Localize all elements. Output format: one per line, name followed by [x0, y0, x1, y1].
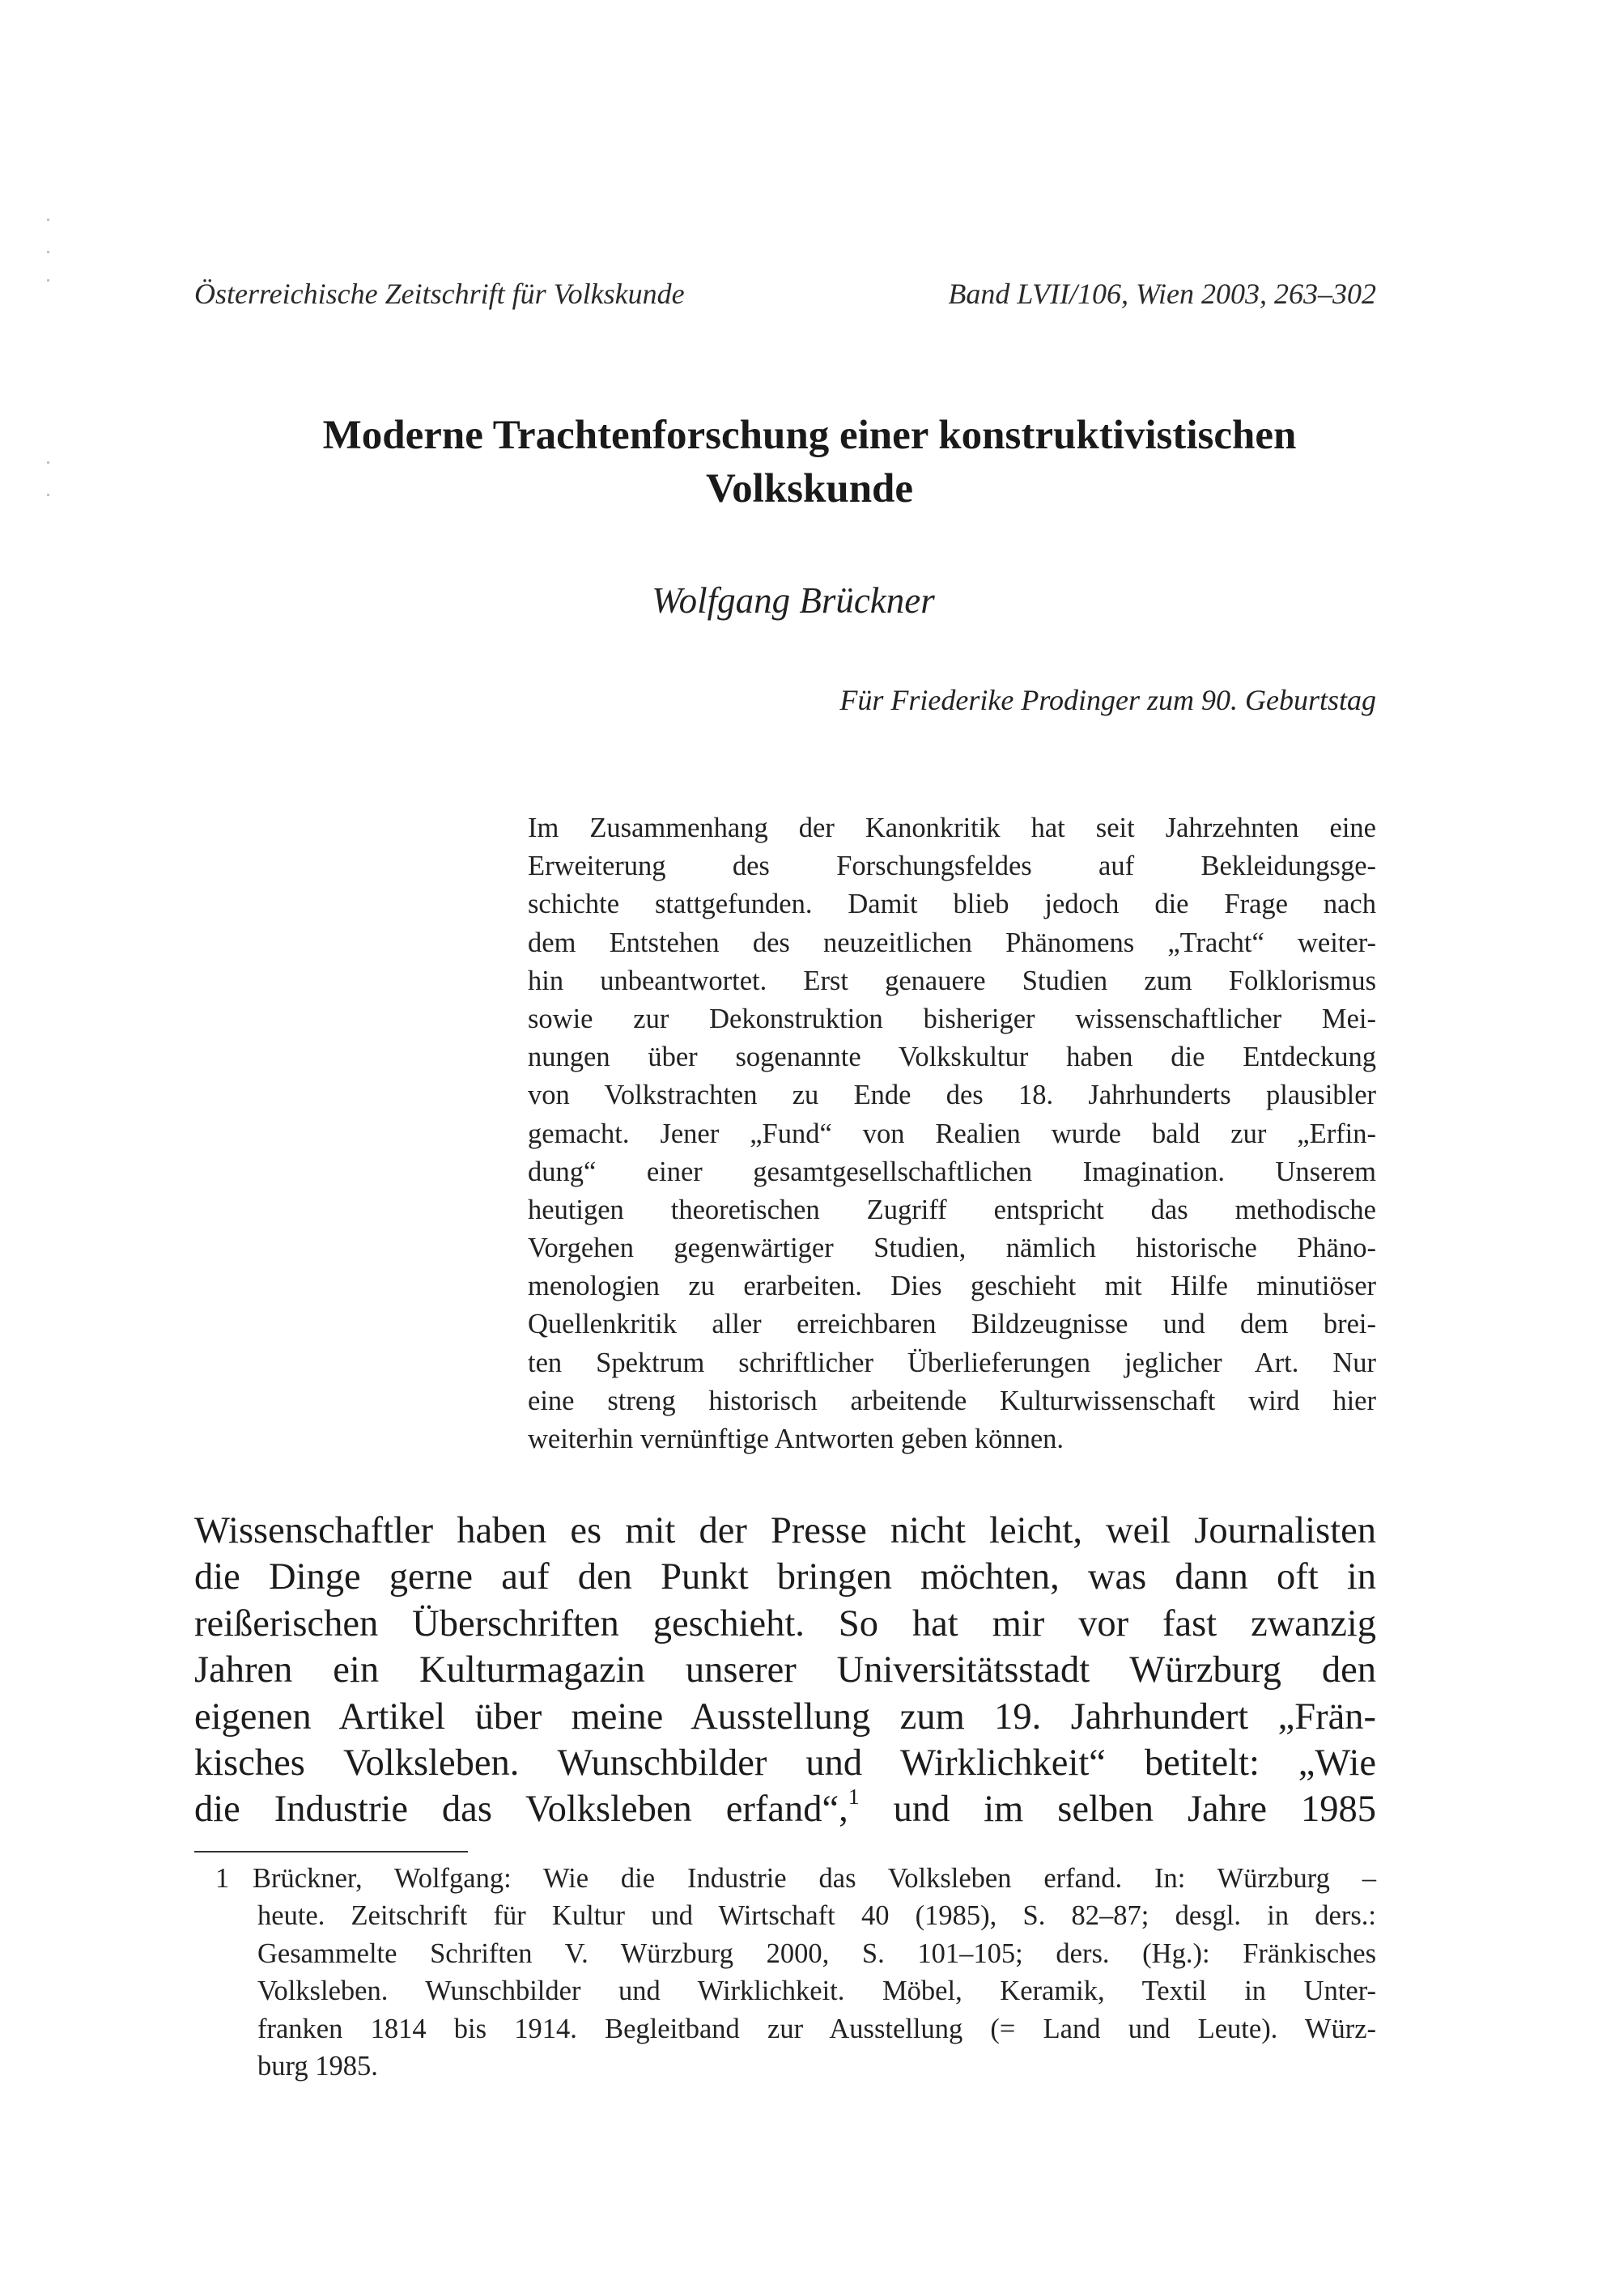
- abstract-line: eine streng historisch arbeitende Kulturwissenschaft wird hier: [528, 1385, 1376, 1416]
- abstract-line: menologien zu erarbeiten. Dies geschieht mit Hilfe minutiöser: [528, 1271, 1376, 1302]
- abstract-line: Vorgehen gegenwärtiger Studien, nämlich historische Phäno-: [528, 1233, 1376, 1264]
- article-title-line-2: Volkskunde: [705, 466, 914, 511]
- article-title: [162, 409, 1457, 516]
- footnote-line: Volksleben. Wunschbilder und Wirklichkeit. Möbel, Keramik, Textil in Unter-: [257, 1976, 1376, 2007]
- abstract-line: gemacht. Jener „Fund“ von Realien wurde bald zur „Erfin-: [528, 1118, 1376, 1149]
- footnote-line: heute. Zeitschrift für Kultur und Wirtschaft 40 (1985), S. 82–87; desgl. in ders.:: [257, 1900, 1376, 1932]
- abstract-line: von Volkstrachten zu Ende des 18. Jahrhunderts plausibler: [528, 1080, 1376, 1111]
- footnote-line: Brückner, Wolfgang: Wie die Industrie das Volksleben erfand. In: Würzburg –: [253, 1863, 1376, 1894]
- abstract-line: Quellenkritik aller erreichbaren Bildzeugnisse und dem brei-: [528, 1309, 1376, 1340]
- abstract-line: nungen über sogenannte Volkskultur haben die Entdeckung: [528, 1042, 1376, 1073]
- abstract-line: Erweiterung des Forschungsfeldes auf Bekleidungsge-: [528, 851, 1376, 882]
- body-line: die Dinge gerne auf den Punkt bringen möchten, was dann oft in: [194, 1556, 1376, 1598]
- abstract-line: schichte stattgefunden. Damit blieb jedoch die Frage nach: [528, 889, 1376, 920]
- abstract-line: Im Zusammenhang der Kanonkritik hat seit Jahrzehnten eine: [528, 813, 1376, 843]
- abstract-line: sowie zur Dekonstruktion bisheriger wissenschaftlicher Mei-: [528, 1003, 1376, 1034]
- article-title-line-1: Moderne Trachtenforschung einer konstruktivistischen: [322, 413, 1297, 458]
- scan-margin-marks: [47, 219, 50, 526]
- footnote-reference[interactable]: 1: [848, 1785, 860, 1810]
- abstract: [528, 809, 1376, 1458]
- body-line-text: die Industrie das Volksleben erfand“,: [194, 1789, 848, 1831]
- footnote: [194, 1860, 1376, 2085]
- abstract-line: ten Spektrum schriftlicher Überlieferungen jeglicher Art. Nur: [528, 1347, 1376, 1378]
- abstract-line: dem Entstehen des neuzeitlichen Phänomens „Tracht“ weiter-: [528, 927, 1376, 958]
- body-line-text: und im selben Jahre 1985: [859, 1789, 1376, 1831]
- footnote-number: 1: [215, 1863, 230, 1894]
- running-head: [194, 274, 1376, 314]
- body-line-with-footnote: [194, 1786, 1376, 1832]
- body-text: [194, 1508, 1376, 1833]
- abstract-line: hin unbeantwortet. Erst genauere Studien zum Folklorismus: [528, 965, 1376, 996]
- footnote-line: burg 1985.: [257, 2050, 378, 2082]
- journal-name: Österreichische Zeitschrift für Volkskunde: [194, 278, 685, 310]
- abstract-line: dung“ einer gesamtgesellschaftlichen Imagination. Unserem: [528, 1156, 1376, 1187]
- volume-info: Band LVII/106, Wien 2003, 263–302: [948, 278, 1376, 310]
- abstract-line: heutigen theoretischen Zugriff entspricht das methodische: [528, 1194, 1376, 1225]
- footnote-text: [253, 1860, 1376, 2085]
- footnote-divider: [194, 1851, 468, 1853]
- body-line: Wissenschaftler haben es mit der Presse nicht leicht, weil Journalisten: [194, 1510, 1376, 1551]
- dedication: Für Friederike Prodinger zum 90. Geburtstag: [839, 684, 1376, 716]
- footnote-line: Gesammelte Schriften V. Würzburg 2000, S. 101–105; ders. (Hg.): Fränkisches: [257, 1937, 1376, 1969]
- body-line: reißerischen Überschriften geschieht. So hat mir vor fast zwanzig: [194, 1602, 1376, 1645]
- author-name: Wolfgang Brückner: [652, 580, 935, 621]
- footnotes: [194, 1860, 1376, 2085]
- body-line: eigenen Artikel über meine Ausstellung zum 19. Jahrhundert „Frän-: [194, 1695, 1376, 1738]
- body-line: kisches Volksleben. Wunschbilder und Wirklichkeit“ betitelt: „Wie: [194, 1742, 1376, 1784]
- abstract-line: weiterhin vernünftige Antworten geben können.: [528, 1424, 1064, 1454]
- body-line: Jahren ein Kulturmagazin unserer Universitätsstadt Würzburg den: [194, 1649, 1376, 1691]
- footnote-line: franken 1814 bis 1914. Begleitband zur Ausstellung (= Land und Leute). Würz-: [257, 2013, 1376, 2044]
